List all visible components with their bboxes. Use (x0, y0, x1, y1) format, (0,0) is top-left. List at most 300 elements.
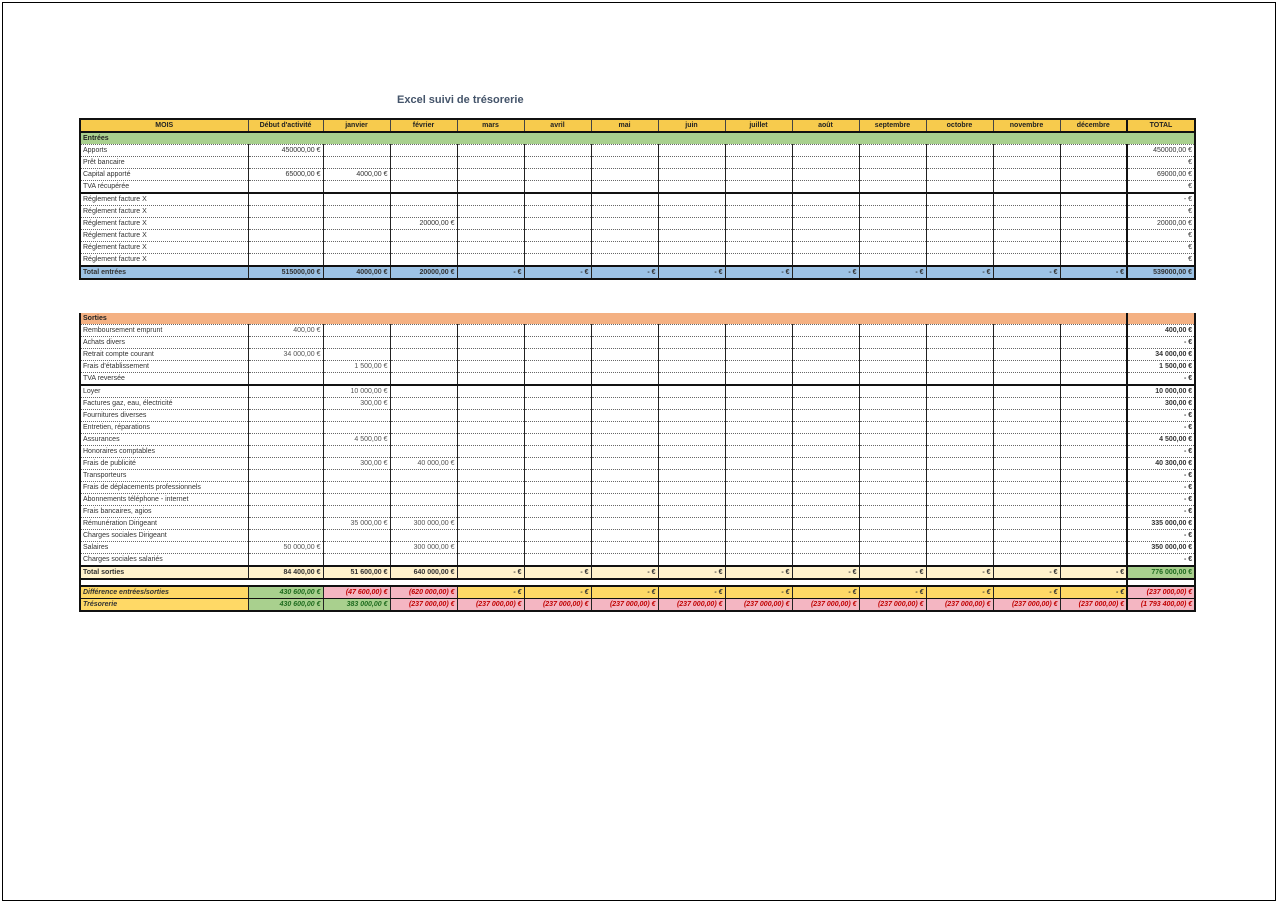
value-cell[interactable] (725, 157, 792, 169)
value-cell[interactable] (859, 193, 926, 206)
value-cell[interactable] (457, 410, 524, 422)
value-cell[interactable] (725, 242, 792, 254)
value-cell[interactable] (859, 325, 926, 337)
value-cell[interactable] (725, 542, 792, 554)
row-label[interactable]: Retrait compte courant (80, 349, 248, 361)
value-cell[interactable] (658, 361, 725, 373)
value-cell[interactable] (725, 349, 792, 361)
value-cell[interactable] (792, 434, 859, 446)
row-label[interactable]: Réglement facture X (80, 193, 248, 206)
value-cell[interactable] (993, 494, 1060, 506)
difference-value[interactable]: 430 600,00 € (248, 586, 323, 599)
value-cell[interactable] (859, 181, 926, 194)
value-cell[interactable] (323, 337, 390, 349)
section-label[interactable]: Sorties (80, 313, 1127, 325)
total-value[interactable]: - € (926, 566, 993, 579)
row-label[interactable]: Transporteurs (80, 470, 248, 482)
row-label[interactable]: Assurances (80, 434, 248, 446)
value-cell[interactable] (591, 242, 658, 254)
row-label[interactable]: Charges sociales salariés (80, 554, 248, 567)
tresorerie-label[interactable]: Trésorerie (80, 599, 248, 612)
value-cell[interactable] (524, 422, 591, 434)
value-cell[interactable] (457, 361, 524, 373)
total-value[interactable]: - € (792, 566, 859, 579)
value-cell[interactable] (591, 542, 658, 554)
value-cell[interactable] (859, 446, 926, 458)
value-cell[interactable] (993, 169, 1060, 181)
value-cell[interactable] (725, 398, 792, 410)
total-value[interactable]: - € (993, 566, 1060, 579)
column-header[interactable]: mai (591, 119, 658, 132)
value-cell[interactable] (993, 422, 1060, 434)
value-cell[interactable] (725, 458, 792, 470)
row-total[interactable]: - € (1127, 422, 1195, 434)
value-cell[interactable] (457, 434, 524, 446)
value-cell[interactable] (457, 470, 524, 482)
row-label[interactable]: Loyer (80, 385, 248, 398)
value-cell[interactable] (926, 361, 993, 373)
value-cell[interactable] (457, 349, 524, 361)
value-cell[interactable] (926, 398, 993, 410)
value-cell[interactable] (323, 230, 390, 242)
value-cell[interactable] (248, 361, 323, 373)
row-label[interactable]: Réglement facture X (80, 242, 248, 254)
spacer-cell[interactable] (80, 579, 248, 586)
value-cell[interactable] (524, 446, 591, 458)
row-total[interactable]: 300,00 € (1127, 398, 1195, 410)
value-cell[interactable] (390, 145, 457, 157)
row-label[interactable]: Frais de publicité (80, 458, 248, 470)
total-value[interactable]: - € (457, 266, 524, 279)
value-cell[interactable] (1060, 385, 1127, 398)
value-cell[interactable] (993, 542, 1060, 554)
value-cell[interactable] (457, 398, 524, 410)
value-cell[interactable] (591, 230, 658, 242)
value-cell[interactable] (1060, 157, 1127, 169)
difference-value[interactable]: (47 600,00) € (323, 586, 390, 599)
value-cell[interactable] (323, 446, 390, 458)
value-cell[interactable] (1060, 254, 1127, 267)
value-cell[interactable] (658, 254, 725, 267)
value-cell[interactable]: 65000,00 € (248, 169, 323, 181)
row-label[interactable]: Frais d'établissement (80, 361, 248, 373)
total-value[interactable]: - € (725, 566, 792, 579)
value-cell[interactable] (457, 518, 524, 530)
total-value[interactable]: - € (1060, 266, 1127, 279)
value-cell[interactable] (859, 410, 926, 422)
column-header[interactable]: mars (457, 119, 524, 132)
value-cell[interactable] (993, 385, 1060, 398)
value-cell[interactable] (1060, 181, 1127, 194)
value-cell[interactable] (926, 494, 993, 506)
row-label[interactable]: Honoraires comptables (80, 446, 248, 458)
value-cell[interactable] (792, 349, 859, 361)
spacer-cell[interactable] (1060, 579, 1127, 586)
value-cell[interactable] (859, 458, 926, 470)
value-cell[interactable] (1060, 506, 1127, 518)
value-cell[interactable] (792, 337, 859, 349)
value-cell[interactable] (792, 446, 859, 458)
difference-value[interactable]: - € (658, 586, 725, 599)
value-cell[interactable] (859, 518, 926, 530)
value-cell[interactable] (859, 506, 926, 518)
row-total[interactable]: - € (1127, 373, 1195, 386)
value-cell[interactable] (792, 361, 859, 373)
row-total[interactable]: € (1127, 242, 1195, 254)
value-cell[interactable] (993, 410, 1060, 422)
value-cell[interactable] (926, 385, 993, 398)
value-cell[interactable] (524, 494, 591, 506)
value-cell[interactable] (390, 434, 457, 446)
value-cell[interactable] (390, 410, 457, 422)
tresorerie-value[interactable]: (237 000,00) € (390, 599, 457, 612)
value-cell[interactable] (926, 206, 993, 218)
value-cell[interactable] (859, 470, 926, 482)
value-cell[interactable] (658, 325, 725, 337)
value-cell[interactable] (390, 482, 457, 494)
value-cell[interactable] (591, 206, 658, 218)
value-cell[interactable] (1060, 422, 1127, 434)
row-label[interactable]: Réglement facture X (80, 230, 248, 242)
value-cell[interactable] (524, 530, 591, 542)
value-cell[interactable] (792, 373, 859, 386)
spacer-cell[interactable] (926, 579, 993, 586)
value-cell[interactable] (658, 542, 725, 554)
value-cell[interactable] (1060, 518, 1127, 530)
value-cell[interactable] (1060, 242, 1127, 254)
value-cell[interactable] (390, 361, 457, 373)
value-cell[interactable]: 35 000,00 € (323, 518, 390, 530)
value-cell[interactable] (1060, 206, 1127, 218)
value-cell[interactable] (926, 157, 993, 169)
tresorerie-value[interactable]: (237 000,00) € (926, 599, 993, 612)
value-cell[interactable] (725, 554, 792, 567)
value-cell[interactable] (725, 482, 792, 494)
value-cell[interactable] (248, 506, 323, 518)
total-value[interactable]: - € (658, 266, 725, 279)
value-cell[interactable] (457, 385, 524, 398)
value-cell[interactable] (792, 542, 859, 554)
value-cell[interactable] (457, 169, 524, 181)
tresorerie-total[interactable]: (1 793 400,00) € (1127, 599, 1195, 612)
spacer-cell[interactable] (725, 579, 792, 586)
value-cell[interactable] (524, 181, 591, 194)
value-cell[interactable] (248, 446, 323, 458)
row-total[interactable]: - € (1127, 530, 1195, 542)
value-cell[interactable] (658, 410, 725, 422)
value-cell[interactable] (1060, 398, 1127, 410)
total-value[interactable]: 640 000,00 € (390, 566, 457, 579)
value-cell[interactable] (658, 218, 725, 230)
value-cell[interactable] (524, 518, 591, 530)
value-cell[interactable] (792, 458, 859, 470)
value-cell[interactable] (993, 145, 1060, 157)
value-cell[interactable] (390, 242, 457, 254)
value-cell[interactable] (591, 218, 658, 230)
row-label[interactable]: Frais bancaires, agios (80, 506, 248, 518)
value-cell[interactable]: 300,00 € (323, 398, 390, 410)
difference-value[interactable]: - € (792, 586, 859, 599)
tresorerie-value[interactable]: (237 000,00) € (524, 599, 591, 612)
tresorerie-value[interactable]: (237 000,00) € (792, 599, 859, 612)
difference-value[interactable]: (620 000,00) € (390, 586, 457, 599)
value-cell[interactable] (658, 337, 725, 349)
value-cell[interactable] (457, 254, 524, 267)
total-value[interactable]: 4000,00 € (323, 266, 390, 279)
total-label[interactable]: Total sorties (80, 566, 248, 579)
value-cell[interactable] (524, 373, 591, 386)
value-cell[interactable] (926, 349, 993, 361)
value-cell[interactable] (658, 446, 725, 458)
value-cell[interactable] (859, 554, 926, 567)
value-cell[interactable] (323, 373, 390, 386)
row-label[interactable]: TVA reversée (80, 373, 248, 386)
difference-value[interactable]: - € (1060, 586, 1127, 599)
value-cell[interactable] (591, 518, 658, 530)
value-cell[interactable] (524, 398, 591, 410)
value-cell[interactable] (993, 518, 1060, 530)
value-cell[interactable] (591, 398, 658, 410)
value-cell[interactable] (658, 373, 725, 386)
value-cell[interactable] (792, 230, 859, 242)
value-cell[interactable] (725, 254, 792, 267)
value-cell[interactable] (248, 206, 323, 218)
section-label[interactable]: Entrées (80, 132, 1195, 145)
value-cell[interactable] (792, 385, 859, 398)
spacer-cell[interactable] (390, 579, 457, 586)
value-cell[interactable] (248, 254, 323, 267)
column-header[interactable]: février (390, 119, 457, 132)
value-cell[interactable] (993, 446, 1060, 458)
value-cell[interactable] (658, 157, 725, 169)
value-cell[interactable] (725, 218, 792, 230)
value-cell[interactable] (323, 181, 390, 194)
value-cell[interactable]: 34 000,00 € (248, 349, 323, 361)
value-cell[interactable] (323, 254, 390, 267)
total-value[interactable]: - € (591, 566, 658, 579)
value-cell[interactable] (390, 230, 457, 242)
value-cell[interactable] (658, 422, 725, 434)
value-cell[interactable] (725, 494, 792, 506)
value-cell[interactable] (792, 181, 859, 194)
value-cell[interactable] (524, 410, 591, 422)
row-total[interactable]: 69000,00 € (1127, 169, 1195, 181)
value-cell[interactable] (524, 385, 591, 398)
value-cell[interactable] (725, 518, 792, 530)
value-cell[interactable] (248, 157, 323, 169)
value-cell[interactable] (725, 410, 792, 422)
value-cell[interactable] (524, 218, 591, 230)
value-cell[interactable]: 300 000,00 € (390, 542, 457, 554)
value-cell[interactable] (792, 530, 859, 542)
value-cell[interactable] (457, 422, 524, 434)
value-cell[interactable] (591, 470, 658, 482)
value-cell[interactable] (725, 206, 792, 218)
value-cell[interactable]: 50 000,00 € (248, 542, 323, 554)
value-cell[interactable] (323, 422, 390, 434)
value-cell[interactable] (390, 373, 457, 386)
value-cell[interactable] (859, 385, 926, 398)
value-cell[interactable] (993, 254, 1060, 267)
row-total[interactable]: 450000,00 € (1127, 145, 1195, 157)
spacer-cell[interactable] (591, 579, 658, 586)
total-value[interactable]: - € (792, 266, 859, 279)
value-cell[interactable] (792, 410, 859, 422)
value-cell[interactable] (725, 193, 792, 206)
value-cell[interactable] (524, 506, 591, 518)
value-cell[interactable] (457, 530, 524, 542)
value-cell[interactable] (248, 181, 323, 194)
value-cell[interactable] (926, 554, 993, 567)
value-cell[interactable] (1060, 230, 1127, 242)
value-cell[interactable] (591, 554, 658, 567)
value-cell[interactable] (591, 530, 658, 542)
value-cell[interactable] (457, 193, 524, 206)
value-cell[interactable] (323, 242, 390, 254)
value-cell[interactable] (591, 446, 658, 458)
value-cell[interactable] (323, 542, 390, 554)
total-value[interactable]: - € (725, 266, 792, 279)
row-total[interactable]: € (1127, 230, 1195, 242)
spacer-cell[interactable] (457, 579, 524, 586)
value-cell[interactable] (524, 482, 591, 494)
grand-total[interactable]: 539000,00 € (1127, 266, 1195, 279)
value-cell[interactable] (926, 181, 993, 194)
value-cell[interactable] (524, 470, 591, 482)
value-cell[interactable] (1060, 193, 1127, 206)
value-cell[interactable] (248, 193, 323, 206)
value-cell[interactable] (390, 157, 457, 169)
total-value[interactable]: - € (859, 266, 926, 279)
value-cell[interactable] (390, 325, 457, 337)
value-cell[interactable] (792, 482, 859, 494)
value-cell[interactable] (792, 242, 859, 254)
column-header[interactable]: avril (524, 119, 591, 132)
value-cell[interactable] (993, 373, 1060, 386)
value-cell[interactable] (524, 193, 591, 206)
row-total[interactable]: € (1127, 206, 1195, 218)
value-cell[interactable] (457, 337, 524, 349)
value-cell[interactable] (1060, 337, 1127, 349)
value-cell[interactable] (390, 385, 457, 398)
value-cell[interactable] (524, 337, 591, 349)
value-cell[interactable] (1060, 218, 1127, 230)
tresorerie-value[interactable]: 430 600,00 € (248, 599, 323, 612)
value-cell[interactable] (524, 325, 591, 337)
value-cell[interactable] (1060, 554, 1127, 567)
value-cell[interactable] (859, 157, 926, 169)
value-cell[interactable] (390, 181, 457, 194)
column-header[interactable]: décembre (1060, 119, 1127, 132)
value-cell[interactable] (926, 482, 993, 494)
row-label[interactable]: Factures gaz, eau, électricité (80, 398, 248, 410)
value-cell[interactable] (725, 385, 792, 398)
value-cell[interactable] (926, 518, 993, 530)
value-cell[interactable] (1060, 145, 1127, 157)
value-cell[interactable] (658, 385, 725, 398)
value-cell[interactable] (524, 157, 591, 169)
value-cell[interactable] (524, 242, 591, 254)
spacer-cell[interactable] (859, 579, 926, 586)
value-cell[interactable]: 1 500,00 € (323, 361, 390, 373)
row-label[interactable]: TVA récupérée (80, 181, 248, 194)
value-cell[interactable] (323, 206, 390, 218)
value-cell[interactable] (457, 325, 524, 337)
value-cell[interactable] (926, 446, 993, 458)
value-cell[interactable] (323, 530, 390, 542)
total-label[interactable]: Total entrées (80, 266, 248, 279)
value-cell[interactable] (457, 458, 524, 470)
value-cell[interactable]: 10 000,00 € (323, 385, 390, 398)
value-cell[interactable] (390, 530, 457, 542)
value-cell[interactable] (457, 482, 524, 494)
total-value[interactable]: 20000,00 € (390, 266, 457, 279)
value-cell[interactable] (859, 373, 926, 386)
row-total[interactable]: - € (1127, 410, 1195, 422)
value-cell[interactable] (457, 494, 524, 506)
total-value[interactable]: - € (926, 266, 993, 279)
value-cell[interactable] (1060, 373, 1127, 386)
value-cell[interactable] (390, 349, 457, 361)
column-header[interactable]: juin (658, 119, 725, 132)
value-cell[interactable] (323, 506, 390, 518)
value-cell[interactable] (658, 181, 725, 194)
value-cell[interactable] (859, 530, 926, 542)
value-cell[interactable] (390, 554, 457, 567)
value-cell[interactable] (792, 554, 859, 567)
value-cell[interactable] (993, 434, 1060, 446)
difference-value[interactable]: - € (591, 586, 658, 599)
value-cell[interactable] (457, 206, 524, 218)
row-total[interactable]: - € (1127, 193, 1195, 206)
value-cell[interactable] (658, 398, 725, 410)
value-cell[interactable] (993, 361, 1060, 373)
value-cell[interactable] (926, 145, 993, 157)
value-cell[interactable] (524, 361, 591, 373)
row-label[interactable]: Prêt bancaire (80, 157, 248, 169)
value-cell[interactable] (993, 398, 1060, 410)
difference-label[interactable]: Différence entrées/sorties (80, 586, 248, 599)
value-cell[interactable] (926, 410, 993, 422)
value-cell[interactable] (591, 181, 658, 194)
value-cell[interactable] (591, 169, 658, 181)
value-cell[interactable] (926, 325, 993, 337)
row-total[interactable]: € (1127, 157, 1195, 169)
row-total[interactable]: € (1127, 254, 1195, 267)
value-cell[interactable] (926, 506, 993, 518)
tresorerie-value[interactable]: (237 000,00) € (591, 599, 658, 612)
value-cell[interactable] (248, 470, 323, 482)
value-cell[interactable] (926, 434, 993, 446)
value-cell[interactable] (859, 242, 926, 254)
value-cell[interactable] (457, 506, 524, 518)
value-cell[interactable] (993, 230, 1060, 242)
value-cell[interactable] (926, 422, 993, 434)
value-cell[interactable] (859, 422, 926, 434)
value-cell[interactable] (725, 530, 792, 542)
value-cell[interactable] (1060, 470, 1127, 482)
value-cell[interactable] (725, 373, 792, 386)
value-cell[interactable] (323, 325, 390, 337)
value-cell[interactable] (725, 230, 792, 242)
value-cell[interactable] (323, 193, 390, 206)
tresorerie-value[interactable]: (237 000,00) € (1060, 599, 1127, 612)
value-cell[interactable] (248, 422, 323, 434)
row-label[interactable]: Réglement facture X (80, 218, 248, 230)
column-header[interactable]: juillet (725, 119, 792, 132)
value-cell[interactable] (993, 482, 1060, 494)
value-cell[interactable] (725, 434, 792, 446)
